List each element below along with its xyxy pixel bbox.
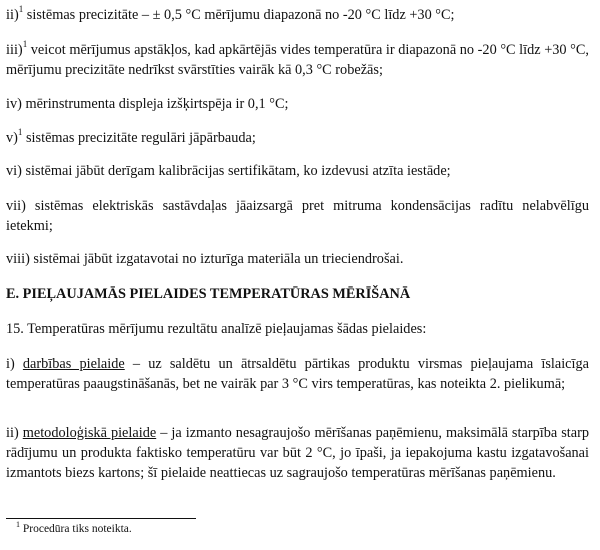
section-heading: E. PIEĻAUJAMĀS PIELAIDES TEMPERATŪRAS MĒRĪŠANĀ xyxy=(6,286,411,302)
item-vi xyxy=(6,161,589,181)
item-marker: vi) xyxy=(6,163,22,179)
item-vii xyxy=(6,196,589,236)
term-methodological-tolerance: metodoloģiskā pielaide xyxy=(22,425,157,441)
item-marker: v) xyxy=(6,130,18,146)
item-text: sistēmas precizitāte regulāri jāpārbauda; xyxy=(22,130,256,146)
item-marker: viii) xyxy=(6,251,30,267)
footnote-text: Procedūra tiks noteikta. xyxy=(20,523,132,535)
item-text: sistēmas precizitāte – ± 0,5 °C mērījumu diapazonā no -20 °C līdz +30 °C; xyxy=(23,7,455,23)
item-iv xyxy=(6,94,589,114)
item-marker: iii) xyxy=(6,42,23,58)
item-marker: i) xyxy=(6,356,23,372)
item-marker: vii) xyxy=(6,198,26,214)
item-marker: ii) xyxy=(6,425,23,441)
footnote-ref[interactable]: 1 xyxy=(22,39,28,50)
footnote-ref[interactable]: 1 xyxy=(18,4,24,15)
item-text: sistēmas elektriskās sastāvdaļas jāaizsargā pret mitruma kondensācijas radītu nelabvēlīgu ietekmi; xyxy=(6,198,589,234)
footnote-mark: 1 xyxy=(16,520,20,530)
item-text: sistēmai jābūt izgatavotai no izturīga materiāla un trieciendrošai. xyxy=(29,251,404,267)
term-operational-tolerance: darbības pielaide xyxy=(22,356,125,372)
footnote-ref[interactable]: 1 xyxy=(17,127,23,138)
paragraph-15: 15. Temperatūras mērījumu rezultātu analīzē pieļaujamas šādas pielaides: xyxy=(6,321,427,337)
item-text: veicot mērījumus apstākļos, kad apkārtējās vides temperatūra ir diapazonā no -20 °C līdz +30 °C, mērījumu precizitāte nedrīkst svārstīties vairāk kā 0,3 °C robežās; xyxy=(6,42,589,78)
item-text: sistēmai jābūt derīgam kalibrācijas sertifikātam, ko izdevusi atzīta iestāde; xyxy=(21,163,451,179)
item-v xyxy=(6,128,589,148)
footnote-divider xyxy=(6,518,196,519)
item-iii xyxy=(6,40,589,80)
item-text: mērinstrumenta displeja izšķirtspēja ir 0,1 °C; xyxy=(21,96,289,112)
item-marker: iv) xyxy=(6,96,22,112)
tolerance-ii xyxy=(6,423,589,483)
footnote xyxy=(16,522,132,536)
tolerance-i xyxy=(6,354,589,394)
item-ii xyxy=(6,5,589,25)
item-viii xyxy=(6,249,589,269)
item-marker: ii) xyxy=(6,7,19,23)
item-text: – uz saldētu un ātrsaldētu pārtikas produktu virsmas pieļaujama īslaicīga temperatūras paaugstināšanās, bet ne vairāk par 3 °C virs temperatūras, kas noteikta 2. pielikumā; xyxy=(6,356,589,392)
item-text: – ja izmanto nesagraujošo mērīšanas paņēmienu, maksimālā starpība starp rādījumu un produkta faktisko temperatūru var būt 2 °C, jo īpaši, ja iepakojuma kastu izgatavošanai izmantots biezs kartons; šī pielaide neattiecas uz sagraujošo temperatūras mērīšanas paņēmienu. xyxy=(6,425,590,481)
